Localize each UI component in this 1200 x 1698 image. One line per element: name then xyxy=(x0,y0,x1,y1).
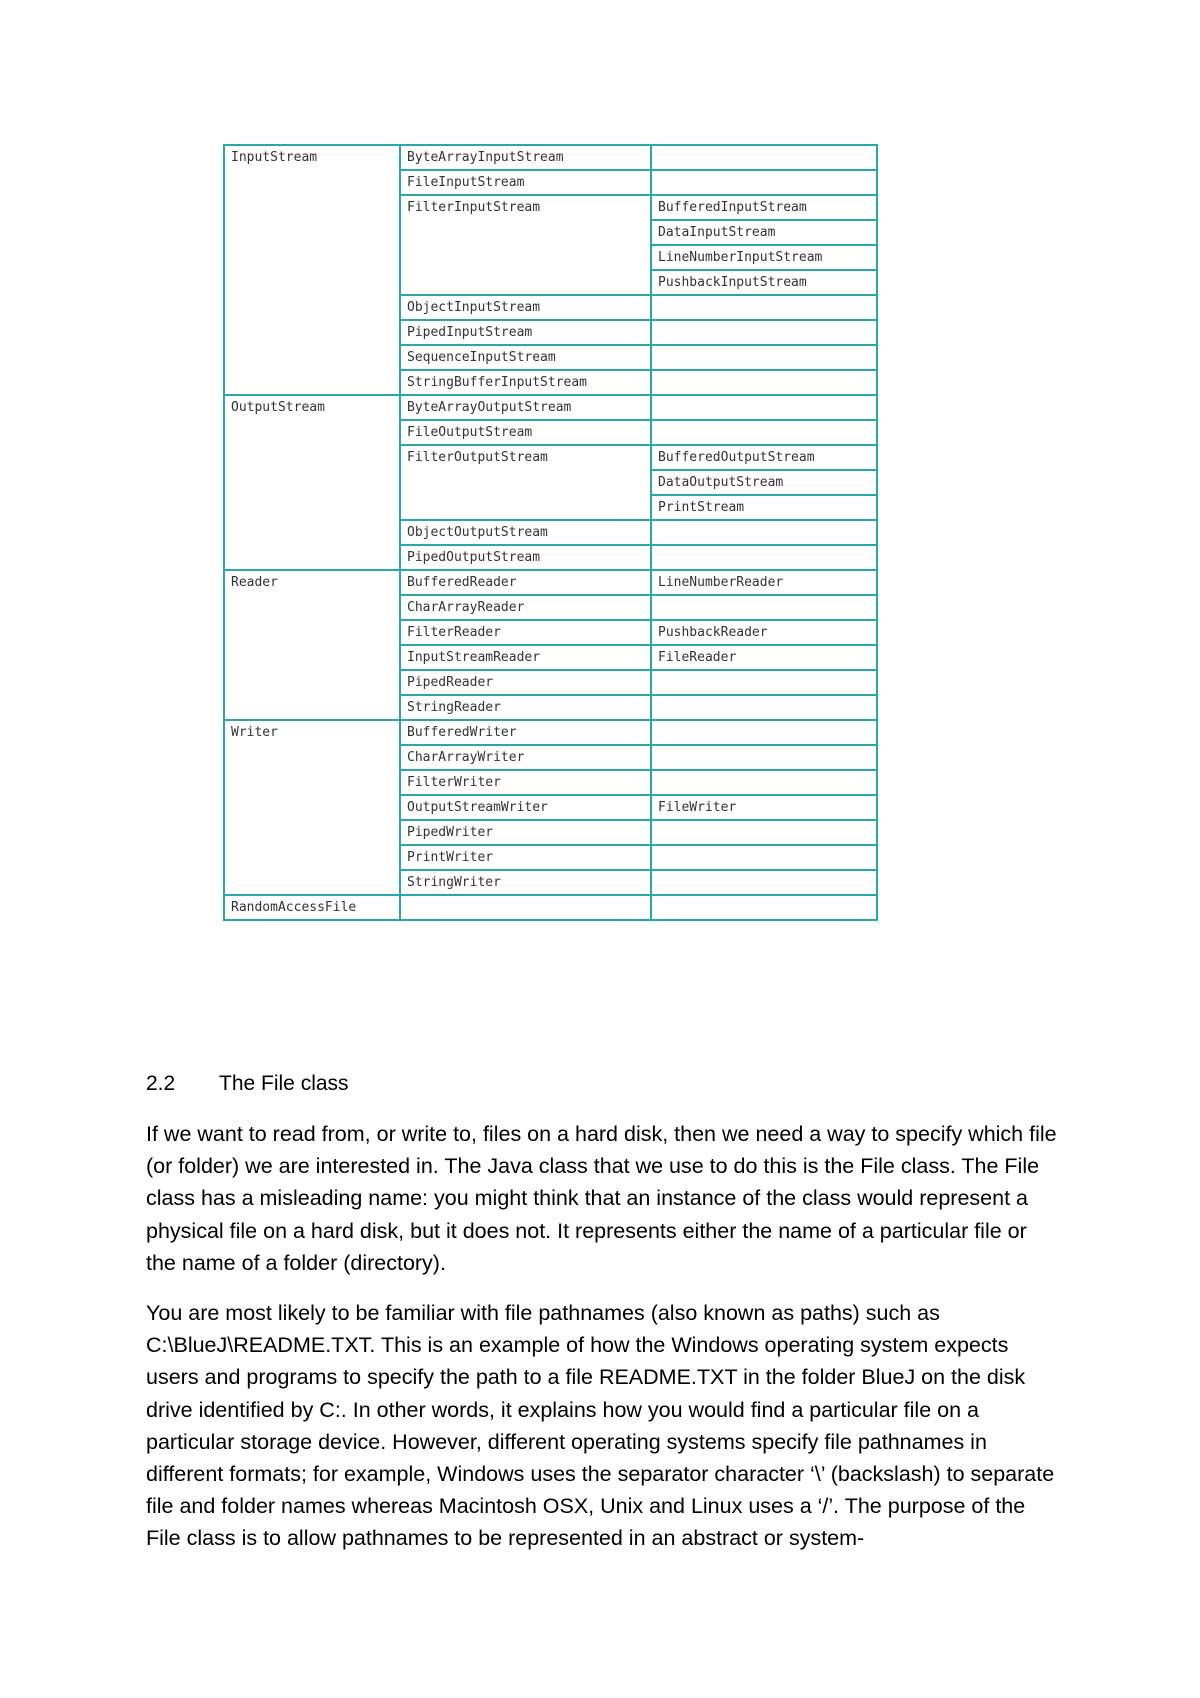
subclass-cell: FilterOutputStream xyxy=(400,445,651,520)
stream-class-table xyxy=(223,144,878,921)
derived-class-cell: FileWriter xyxy=(651,795,877,820)
table-row xyxy=(224,895,877,920)
derived-class-cell xyxy=(651,145,877,170)
subclass-cell: FilterWriter xyxy=(400,770,651,795)
table-row xyxy=(224,570,877,595)
derived-class-cell xyxy=(651,595,877,620)
subclass-cell: PipedWriter xyxy=(400,820,651,845)
base-class-cell: RandomAccessFile xyxy=(224,895,400,920)
table-row xyxy=(224,395,877,420)
subclass-cell: StringBufferInputStream xyxy=(400,370,651,395)
derived-class-cell: BufferedOutputStream xyxy=(651,445,877,470)
subclass-cell: BufferedWriter xyxy=(400,720,651,745)
subclass-cell: FilterReader xyxy=(400,620,651,645)
table-body xyxy=(224,145,877,920)
derived-class-cell xyxy=(651,395,877,420)
table-row xyxy=(224,720,877,745)
subclass-cell: PipedReader xyxy=(400,670,651,695)
subclass-cell: InputStreamReader xyxy=(400,645,651,670)
derived-class-cell: DataOutputStream xyxy=(651,470,877,495)
subclass-cell xyxy=(400,895,651,920)
derived-class-cell xyxy=(651,520,877,545)
derived-class-cell xyxy=(651,870,877,895)
subclass-cell: BufferedReader xyxy=(400,570,651,595)
derived-class-cell: LineNumberReader xyxy=(651,570,877,595)
derived-class-cell xyxy=(651,670,877,695)
subclass-cell: CharArrayReader xyxy=(400,595,651,620)
subclass-cell: ByteArrayInputStream xyxy=(400,145,651,170)
derived-class-cell: PushbackReader xyxy=(651,620,877,645)
derived-class-cell: FileReader xyxy=(651,645,877,670)
derived-class-cell xyxy=(651,820,877,845)
subclass-cell: StringReader xyxy=(400,695,651,720)
subclass-cell: ObjectOutputStream xyxy=(400,520,651,545)
subclass-cell: FilterInputStream xyxy=(400,195,651,295)
derived-class-cell xyxy=(651,295,877,320)
base-class-cell: Writer xyxy=(224,720,400,895)
subclass-cell: StringWriter xyxy=(400,870,651,895)
derived-class-cell: LineNumberInputStream xyxy=(651,245,877,270)
derived-class-cell xyxy=(651,845,877,870)
derived-class-cell xyxy=(651,695,877,720)
subclass-cell: SequenceInputStream xyxy=(400,345,651,370)
derived-class-cell: PrintStream xyxy=(651,495,877,520)
subclass-cell: ObjectInputStream xyxy=(400,295,651,320)
derived-class-cell xyxy=(651,170,877,195)
subclass-cell: CharArrayWriter xyxy=(400,745,651,770)
paragraph-file-class-intro: If we want to read from, or write to, files on a hard disk, then we need a way to specify which file (or folder) we are interested in. The Java class that we use to do this is the File class. The File class has a misleading name: you might think that an instance of the class would represent a physical file on a hard disk, but it does not. It represents either the name of a particular file or the name of a folder (directory). xyxy=(146,1122,1057,1275)
derived-class-cell xyxy=(651,770,877,795)
subclass-cell: FileOutputStream xyxy=(400,420,651,445)
subclass-cell: ByteArrayOutputStream xyxy=(400,395,651,420)
subclass-cell: OutputStreamWriter xyxy=(400,795,651,820)
derived-class-cell xyxy=(651,545,877,570)
section-number: 2.2 xyxy=(146,1072,176,1095)
base-class-cell: Reader xyxy=(224,570,400,720)
derived-class-cell: BufferedInputStream xyxy=(651,195,877,220)
table-row xyxy=(224,145,877,170)
derived-class-cell xyxy=(651,320,877,345)
subclass-cell: PipedInputStream xyxy=(400,320,651,345)
derived-class-cell xyxy=(651,345,877,370)
derived-class-cell xyxy=(651,720,877,745)
subclass-cell: PipedOutputStream xyxy=(400,545,651,570)
section-heading xyxy=(146,1072,349,1096)
derived-class-cell: DataInputStream xyxy=(651,220,877,245)
subclass-cell: FileInputStream xyxy=(400,170,651,195)
section-title: The File class xyxy=(219,1072,349,1095)
paragraph-pathnames: You are most likely to be familiar with file pathnames (also known as paths) such as C:\BlueJ\README.TXT. This is an example of how the Windows operating system expects users and programs to specify the path to a file README.TXT in the folder BlueJ on the disk drive identified by C:. In other words, it explains how you would find a particular file on a particular storage device. However, different operating systems specify file pathnames in different formats; for example, Windows uses the separator character ‘\’ (backslash) to separate file and folder names whereas Macintosh OSX, Unix and Linux uses a ‘/’. The purpose of the File class is to allow pathnames to be represented in an abstract or system- xyxy=(146,1301,1055,1551)
derived-class-cell xyxy=(651,420,877,445)
subclass-cell: PrintWriter xyxy=(400,845,651,870)
base-class-cell: OutputStream xyxy=(224,395,400,570)
base-class-cell: InputStream xyxy=(224,145,400,395)
derived-class-cell xyxy=(651,895,877,920)
derived-class-cell xyxy=(651,745,877,770)
derived-class-cell xyxy=(651,370,877,395)
derived-class-cell: PushbackInputStream xyxy=(651,270,877,295)
